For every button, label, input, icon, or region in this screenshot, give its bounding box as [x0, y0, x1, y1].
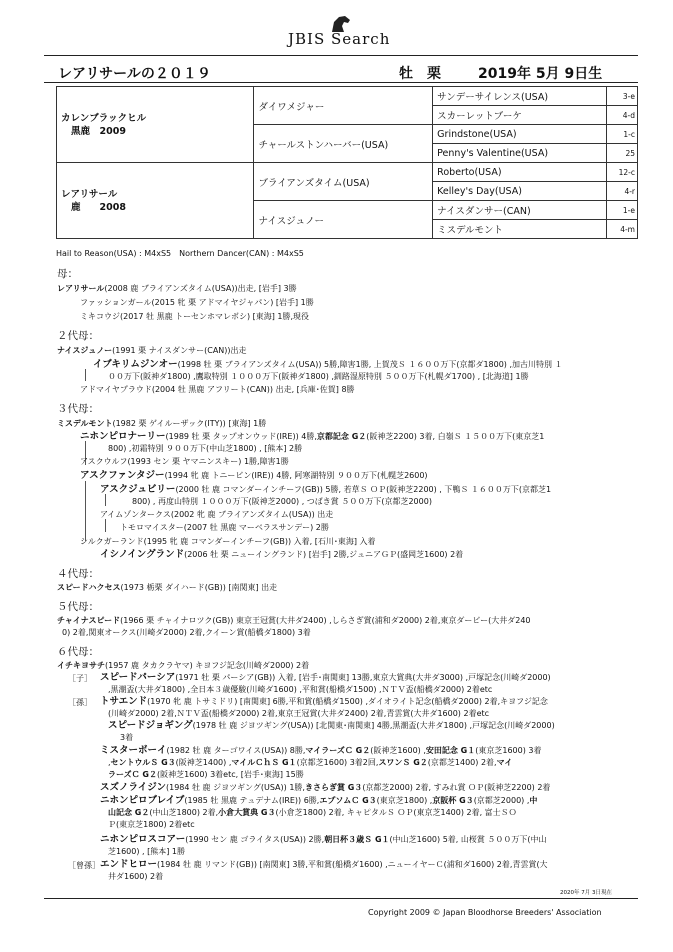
horse-link[interactable]: イチキヨサチ	[57, 661, 105, 670]
horse-link[interactable]: スピードジョギング	[108, 720, 193, 731]
pedigree-sire[interactable]: カレンブラックヒル 黒鹿 2009	[57, 87, 254, 163]
family-number: 4-r	[606, 182, 637, 201]
family-entry: スズノライジン(1984 牡 鹿 ジヨツギング(USA)) 1勝,きさらぎ賞 G３(京都芝2000) 2着, すみれ賞 ＯＰ(阪神芝2200) 2着	[100, 782, 551, 793]
family-entry: スピードパーシア(1971 牡 栗 パーシア(GB)) 入着, [岩手･南関東] 13勝,東京大賞典(大井ダ3000) ,戸塚記念(川崎ダ2000)	[100, 672, 551, 683]
pedigree-ss[interactable]: ダイワメジャー	[254, 87, 433, 125]
family-entry: イシノイングランド(2006 牡 栗 ニューイングランド) [岩手] 2勝,ジュニアＧＰ(盛岡芝1600) 2着	[100, 549, 464, 560]
horse-link[interactable]: エンドヒロー	[100, 859, 158, 870]
g3-heading: ３代母：	[57, 403, 99, 415]
g6-heading: ６代母：	[57, 646, 99, 658]
family-entry: ニホンピロブレイブ(1985 牡 黒鹿 テュデナム(IRE)) 6勝,エプソムＣ G３(東京芝1800) ,京阪杯 G３(京都芝2000) ,中	[100, 795, 538, 806]
horse-link[interactable]: レアリサール	[57, 284, 105, 293]
horse-link[interactable]: イシノイングランド	[100, 549, 185, 560]
horse-link[interactable]: トサエンド	[100, 696, 148, 707]
dam-heading: 母：	[57, 268, 78, 280]
family-entry-cont: Ｐ(東京芝1800) 2着etc	[108, 820, 195, 829]
family-number: 4-d	[606, 106, 637, 125]
horse-link[interactable]: スピードパーシア	[100, 672, 176, 683]
relation-great-grandchild: ［曾孫］	[68, 861, 100, 870]
family-entry-cont: 800) ,初霜特別 ９００万下(中山芝1800) , [熊本] 2勝	[108, 444, 303, 453]
header-rule	[44, 55, 638, 56]
family-entry	[120, 522, 329, 533]
horse-link[interactable]: アドマイヤプラウド(2004 牡 黒鹿 アフリート(CAN)) 出走, [兵庫･佐賀] 8勝	[80, 385, 355, 394]
horse-link[interactable]: トモロマイスター(2007 牡 黒鹿 マーベラスサンデー) 2勝	[120, 523, 329, 532]
family-number: 12-c	[606, 163, 637, 182]
family-number: 25	[606, 144, 637, 163]
g5-heading: ５代母：	[57, 601, 99, 613]
jbis-logo[interactable]	[288, 14, 398, 50]
family-number: 4-m	[606, 220, 637, 239]
family-number: 1-e	[606, 201, 637, 220]
relation-child: ［子］	[68, 674, 92, 683]
pedigree-ssd[interactable]: スカーレットブーケ	[433, 106, 606, 125]
horse-link[interactable]: アスクジュビリー	[100, 484, 176, 495]
family-number: 3-e	[606, 87, 637, 106]
family-entry: トサエンド(1970 牝 鹿 トサミドリ) [南関東] 6勝,平和賞(船橋ダ1500) ,ダイオライト記念(船橋ダ2000) 2着,キヨフジ記念	[100, 696, 548, 707]
horse-link[interactable]: ニホンピロブレイブ	[100, 795, 185, 806]
horse-link[interactable]: ニホンピロナーリー	[80, 431, 166, 442]
family-entry-cont: 芝1600) , [熊本] 1勝	[108, 847, 185, 856]
family-entry	[80, 297, 314, 308]
family-entry	[80, 536, 376, 547]
horse-link[interactable]: スピードハクセス	[57, 583, 121, 592]
family-entry-cont: 0) 2着,関東オークス(川崎ダ2000) 2着,クイーン賞(船橋ダ1800) 3着	[62, 628, 311, 637]
title-rule	[44, 82, 638, 83]
as-of-date: 2020年 7月 3日現在	[560, 890, 612, 896]
family-entry: スピードハクセス(1973 栃栗 ダイハード(GB)) [南関東] 出走	[57, 583, 278, 592]
horse-link[interactable]: ナイスジュノー	[57, 346, 113, 355]
family-entry-cont: 800) , 再度山特別 １０００万下(阪神芝2000) , つばき賞 ５００万下(京都芝2000)	[132, 497, 432, 506]
family-entry: スピードジョギング(1978 牡 鹿 ジヨツギング(USA)) [北関東･南関東] 4勝,黒潮盃(大井ダ1800) ,戸塚記念(川崎ダ2000)	[108, 720, 555, 731]
horse-link[interactable]: イブキリムジンオー	[93, 359, 178, 370]
family-entry-cont: ラーズＣ G２(阪神芝1600) 3着etc, [岩手･東海] 15勝	[108, 770, 304, 779]
family-entry-cont: ,セントウルＳ G３(阪神芝1400) ,マイルＣｈＳ G１(京都芝1600) 3着2回,スワンＳ G２(京都芝1400) 2着,マイ	[108, 758, 513, 767]
pedigree-dsd[interactable]: Kelley's Day(USA)	[433, 182, 606, 201]
pedigree-ddd[interactable]: ミスデルモント	[433, 220, 606, 239]
pedigree-sds[interactable]: Grindstone(USA)	[433, 125, 606, 144]
family-entry: ニホンピロナーリー(1989 牡 栗 タップオンウッド(IRE)) 4勝,京都記念 G２(阪神芝2200) 3着, 白嶺Ｓ １５００万下(東京芝1	[80, 431, 545, 442]
family-entry: アスクファンタジー(1994 牝 鹿 トニービン(IRE)) 4勝, 阿寒湖特別 ９００万下(札幌芝2600)	[80, 470, 428, 481]
g2-heading: ２代母：	[57, 330, 99, 342]
logo-text: JBIS Search	[288, 30, 391, 48]
family-entry: ミスターボーイ(1982 牡 鹿 ターゴワイス(USA)) 8勝,マイラーズＣ G２(阪神芝1600) ,安田記念 G１(東京芝1600) 3着	[100, 745, 542, 756]
tree-line	[85, 481, 86, 541]
copyright: Copyright 2009 © Japan Bloodhorse Breeders' Association	[368, 908, 602, 917]
relation-grandchild: ［孫］	[68, 698, 92, 707]
pedigree-table	[56, 86, 638, 239]
family-entry-cont: (川崎ダ2000) 2着,ＮＴＶ盃(船橋ダ2000) 2着,東京王冠賞(大井ダ2400) 2着,青雲賞(大井ダ1600) 2着etc	[108, 709, 490, 718]
footer-rule	[44, 898, 638, 899]
family-entry	[100, 509, 333, 520]
family-entry-cont: 山記念 G２(中山芝1800) 2着,小倉大賞典 G３(小倉芝1800) 2着, キャピタルＳ ＯＰ(東京芝1400) 2着, 富士ＳＯ	[108, 808, 517, 817]
horse-link[interactable]: チャイナスピード	[57, 616, 121, 625]
sex-color: 牡 栗	[399, 66, 441, 82]
horse-name: レアリサールの２０１９	[58, 66, 211, 82]
family-entry: アスクジュビリー(2000 牡 鹿 コマンダーインチーフ(GB)) 5勝, 若草Ｓ ＯＰ(阪神芝2200) , 下鴨Ｓ １６００万下(京都芝1	[100, 484, 552, 495]
inbreeding-line: Hail to Reason(USA) : M4xS5 Northern Dancer(CAN) : M4xS5	[56, 249, 304, 258]
family-entry: ミスデルモント(1982 栗 ゲイルーザック(ITY)) [東海] 1勝	[57, 419, 267, 428]
tree-line	[85, 369, 86, 381]
pedigree-sdd[interactable]: Penny's Valentine(USA)	[433, 144, 606, 163]
family-entry-cont: 3着	[120, 733, 134, 742]
family-entry-cont: ,黒潮盃(大井ダ1800) ,全日本３歳優駿(川崎ダ1600) ,平和賞(船橋ダ1500) ,ＮＴＶ盃(船橋ダ2000) 2着etc	[108, 685, 493, 694]
family-entry: ニホンピロスコアー(1990 セン 鹿 ゴライタス(USA)) 2勝,朝日杯３歳Ｓ G１(中山芝1600) 5着, 山桜賞 ５００万下(中山	[100, 834, 547, 845]
family-number: 1-c	[606, 125, 637, 144]
horse-link[interactable]: アスクファンタジー	[80, 470, 165, 481]
family-entry: ナイスジュノー(1991 栗 ナイスダンサー(CAN))出走	[57, 346, 247, 355]
pedigree-sd[interactable]: チャールストンハーバー(USA)	[254, 125, 433, 163]
horse-link[interactable]: ミスターボーイ	[100, 745, 167, 756]
family-entry: レアリサール(2008 鹿 ブライアンズタイム(USA))出走, [岩手] 3勝	[57, 284, 297, 293]
g4-heading: ４代母：	[57, 568, 99, 580]
horse-link[interactable]: シルクガーランド(1995 牝 鹿 コマンダーインチーフ(GB)) 入着, [石川･東海] 入着	[80, 537, 376, 546]
pedigree-dam[interactable]: レアリサール 鹿 2008	[57, 163, 254, 239]
family-entry-cont: ００万下(阪神ダ1800) ,鷹取特別 １０００万下(阪神ダ1800) ,釧路湿原特別 ５００万下(札幌ダ1700) , [北海道] 1勝	[108, 372, 529, 381]
pedigree-dds[interactable]: ナイスダンサー(CAN)	[433, 201, 606, 220]
family-entry-cont: 井ダ1600) 2着	[108, 872, 164, 881]
pedigree-sss[interactable]: サンデーサイレンス(USA)	[433, 87, 606, 106]
family-entry	[80, 384, 355, 395]
horse-link[interactable]: アスクウルフ(1993 セン 栗 ヤマニンスキー) 1勝,障害1勝	[80, 457, 289, 466]
horse-link[interactable]: アイムゾンタークス(2002 牝 鹿 ブライアンズタイム(USA)) 出走	[100, 510, 334, 519]
family-entry: チャイナスピード(1966 栗 チャイナロツク(GB)) 東京王冠賞(大井ダ2400) ,しらさぎ賞(浦和ダ2000) 2着,東京ダービー(大井ダ240	[57, 616, 531, 625]
family-entry	[80, 456, 289, 467]
horse-link[interactable]: ファッションガール(2015 牝 栗 アドマイヤジャパン) [岩手] 1勝	[80, 298, 314, 307]
family-entry: イブキリムジンオー(1998 牡 栗 ブライアンズタイム(USA)) 5勝,障害1勝, 上賀茂Ｓ １６００万下(京都ダ1800) ,加古川特別 １	[93, 359, 563, 370]
pedigree-dss[interactable]: Roberto(USA)	[433, 163, 606, 182]
horse-link[interactable]: ニホンピロスコアー	[100, 834, 186, 845]
horse-link[interactable]: ミスデルモント	[57, 419, 113, 428]
pedigree-dd[interactable]: ナイスジュノー	[254, 201, 433, 239]
tree-line	[105, 519, 106, 532]
tree-line	[105, 494, 106, 506]
pedigree-ds[interactable]: ブライアンズタイム(USA)	[254, 163, 433, 201]
horse-link[interactable]: ミキコウジ(2017 牡 黒鹿 トーセンホマレボシ) [東海] 1勝,現役	[80, 312, 310, 321]
family-entry: イチキヨサチ(1957 鹿 タカクラヤマ) キヨフジ記念(川崎ダ2000) 2着	[57, 661, 310, 670]
horse-link[interactable]: スズノライジン	[100, 782, 166, 793]
family-entry: エンドヒロー(1984 牡 鹿 リマンド(GB)) [南関東] 3勝,平和賞(船橋ダ1600) ,ニューイヤーＣ(浦和ダ1600) 2着,青雲賞(大	[100, 859, 548, 870]
family-entry	[80, 311, 309, 322]
birth-date: 2019年 5月 9日生	[478, 66, 603, 82]
